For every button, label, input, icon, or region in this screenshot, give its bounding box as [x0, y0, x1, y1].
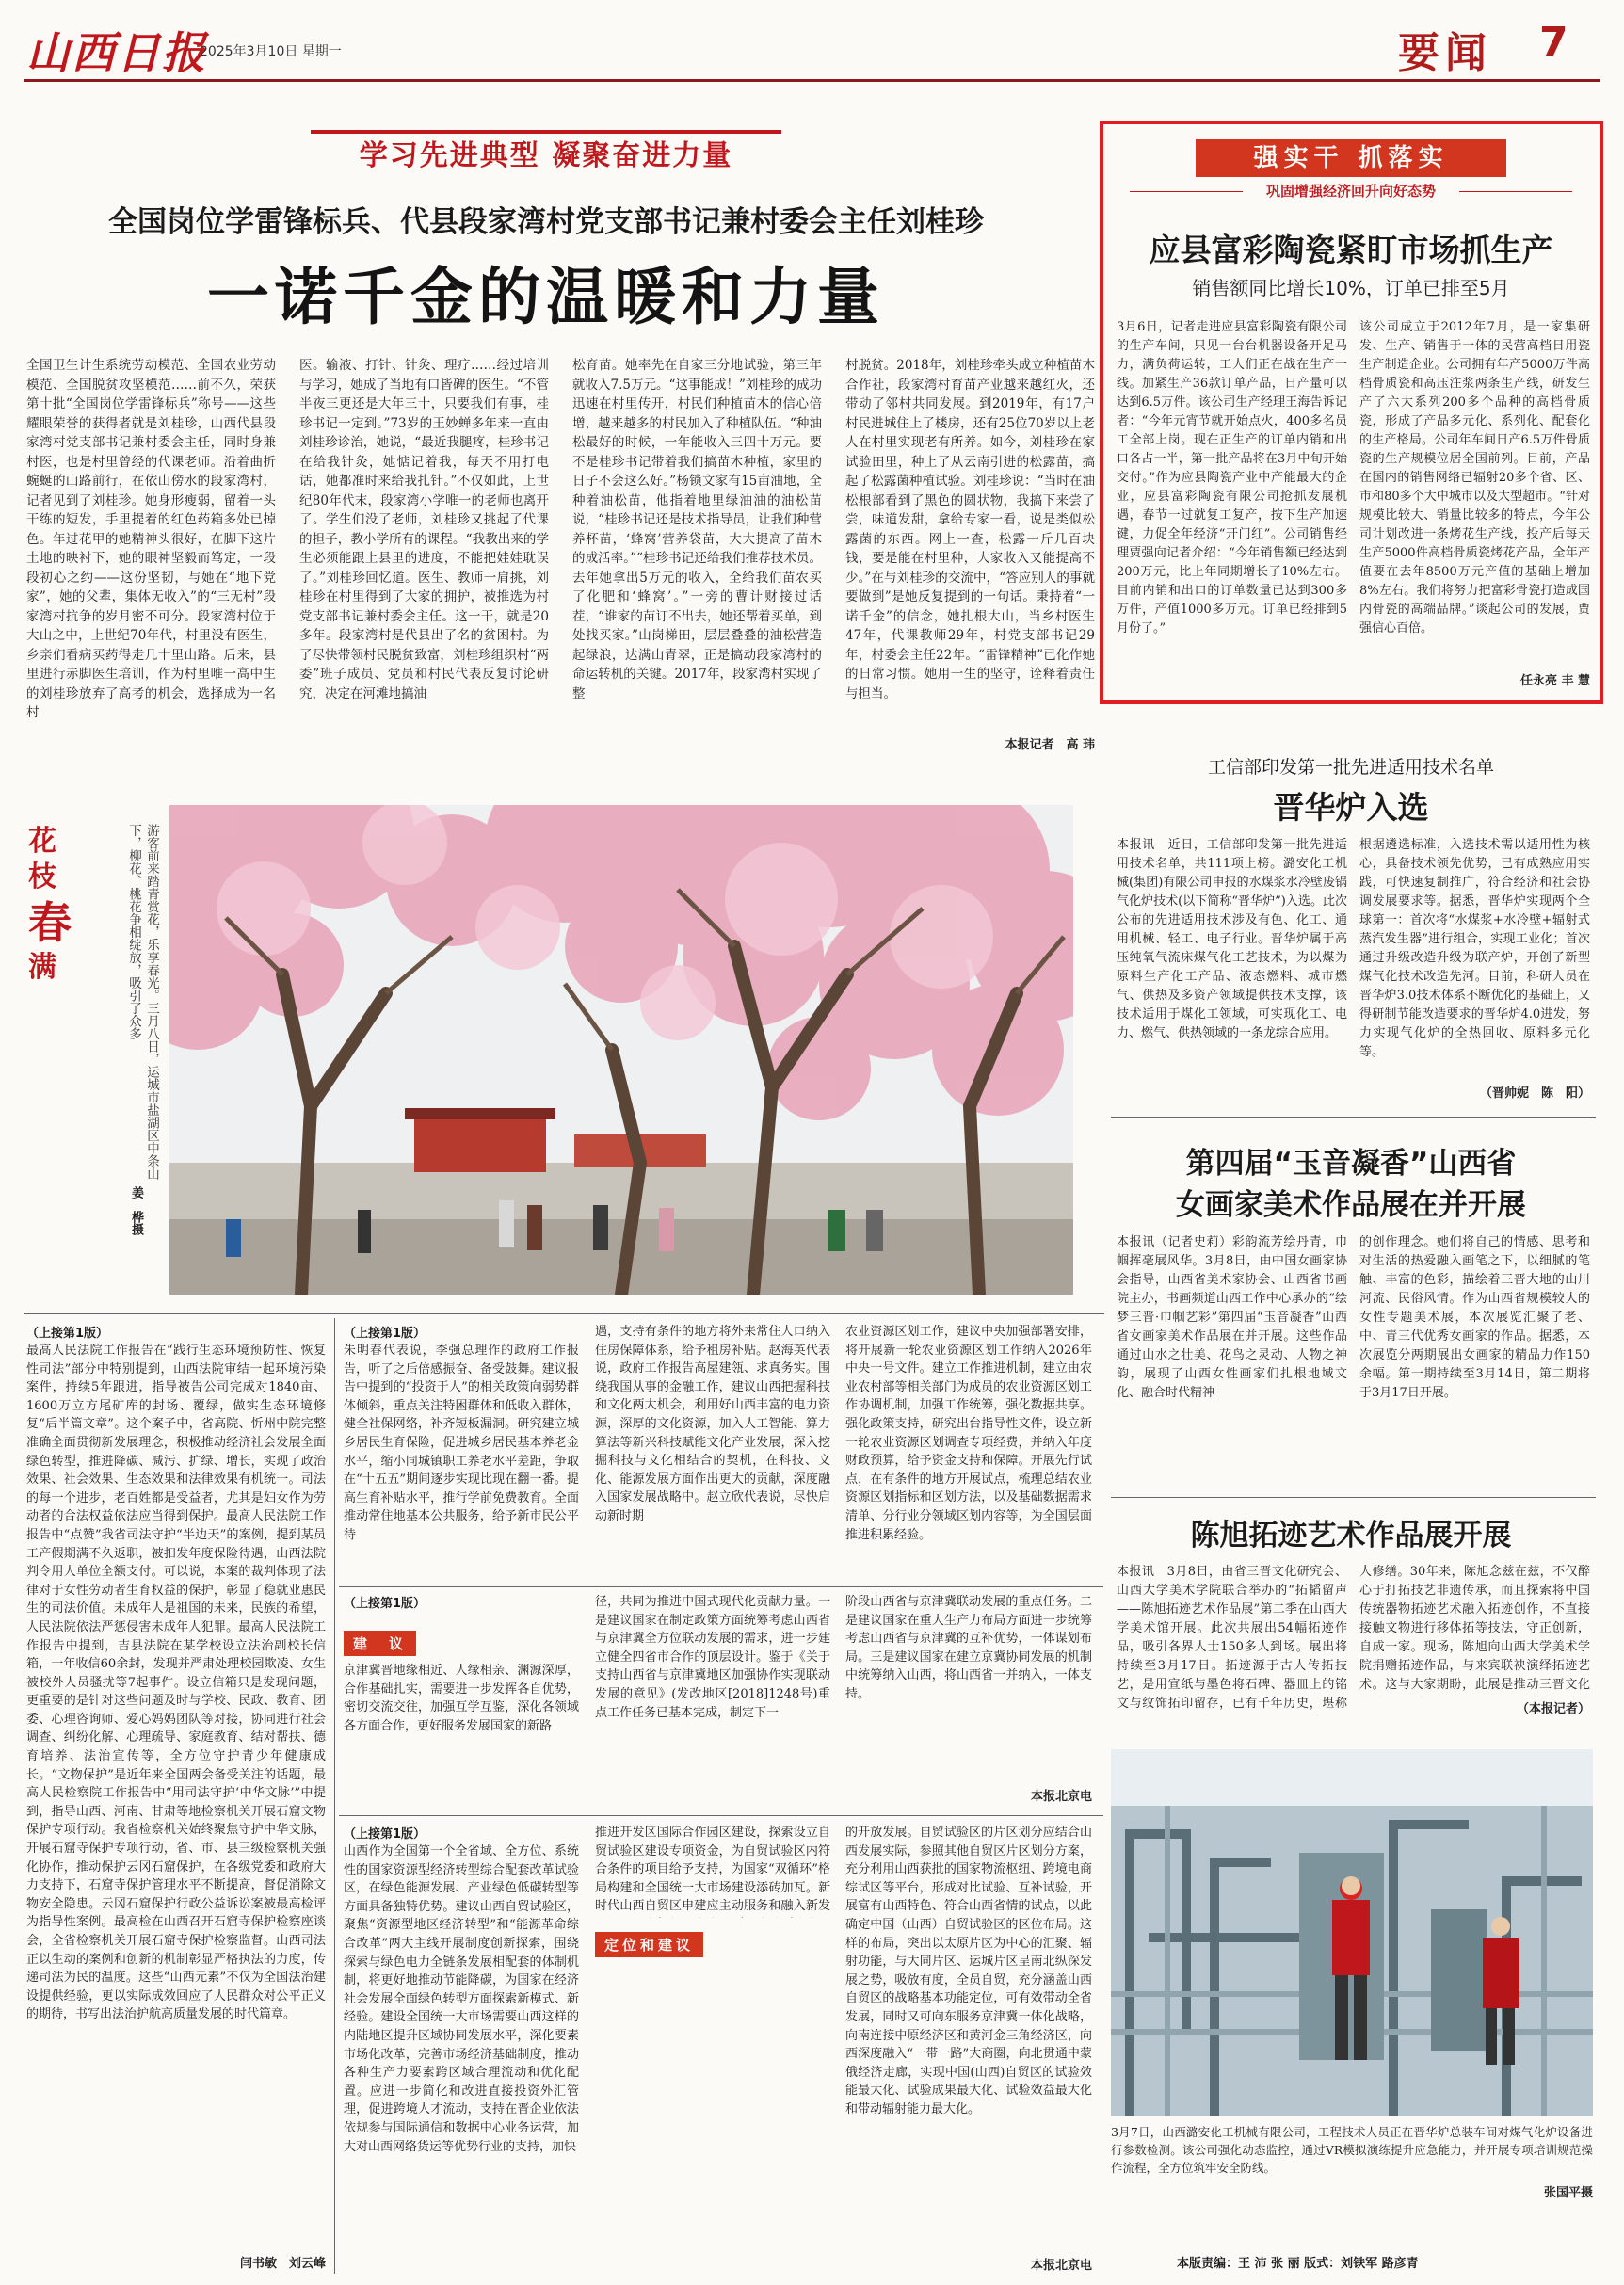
exhibit2-col-1: 本报讯 3月8日，由省三晋文化研究会、山西大学美术学院联合举办的“拓韬留声——陈旭拓迹艺术作品展”第二季在山西大学美术馆开展。此次共展出54幅拓迹作品，吸引各界人士150多人到场。展出将持续至3月17日。拓迹源于古人传拓技艺，是用宣纸与墨色将石碑、器皿上的铭文与纹饰拓印留存，已有千年历史，堪称 — [1117, 1565, 1347, 1711]
divider — [339, 1815, 1103, 1816]
jinhua-col-2: 根据遴选标准，入选技术需以适用性为核心，具备技术领先优势，已有成熟应用实践，可快速复制推广，符合经济和社会协调发展要求等。据悉，晋华炉实现两个全球第一：首次将“水煤浆+水冷壁+辐射式蒸汽发生器”进行组合，实现工业化；首次通过升级改造升级为联产炉，开创了新型煤气化技术改造先河。目前，科研人员在晋华炉3.0技术体系不断优化的基础上，又得研制节能改造要求的晋华炉4.0进发，努力实现气化炉的全热回收、原料多元化等。 — [1359, 838, 1590, 1059]
section-d-continue: （上接第1版） — [344, 1827, 426, 1842]
banner-rule-right — [1459, 191, 1572, 192]
exhibit2-col-2: 人修缮。30年来，陈旭念兹在兹，不仅醉心于打拓技艺非遗传承，而且探索将中国传统器物拓迹艺术融入拓迹创作，不直接接触文物进行移体拓等技法，守正创新，自成一家。现场，陈旭向山西大学美术学院捐赠拓迹作品，与来宾联袂演绎拓迹艺术。这与大家期盼，此展是推动三晋文化 — [1359, 1565, 1590, 1692]
exhibit1-title-2: 女画家美术作品展在并开展 — [1176, 1188, 1526, 1222]
section-c-col-3: 阶段山西省与京津冀联动发展的重点任务。二是建议国家在重大生产力布局方面进一步统筹考虑山西省与京津冀的互补优势，一体谋划布局。三是建议国家在建立京冀协同发展的机制中统筹纳入山西，将山西省一并纳入，一体支持。 — [845, 1595, 1092, 1701]
section-d-col-2a: 推进开发区国际合作园区建设，探索设立自贸试验区建设专项资金，为自贸试验区内符合条件的项目给予支持，为国家“双循环”格局构建和全国统一大市场建设添砖加瓦。新时代山西自贸区申建应主动服务和融入新发 — [595, 1826, 830, 1914]
divider — [24, 1313, 1104, 1314]
banner-rule-left — [1130, 191, 1243, 192]
lead-byline: 本报记者 高 玮 — [1005, 738, 1095, 752]
exhibit2-title: 陈旭拓迹艺术作品展开展 — [1190, 1519, 1512, 1553]
jinhua-byline: （晋帅妮 陈 阳） — [1479, 1086, 1590, 1101]
section-b-col-3: 农业资源区划工作，建议中央加强部署安排，将开展新一轮农业资源区划工作纳入2026年中央一号文件。建立工作推进机制，建立由农业农村部等相关部门为成员的农业资源区划工作协调机制，加强工作统筹，强化数据共享。强化政策支持，研究出台指导性文件，设立新一轮农业资源区划调查专项经费，并纳入年度财政预算，给予资金支持和保障。开展先行试点，在有条件的地方开展试点，梳理总结农业资源区划指标和区划方法，以及基础数据需求清单、分行业分领域区划内容等，为全国层面推进积累经验。 — [845, 1325, 1092, 1542]
photo-caption: 3月7日，山西潞安化工机械有限公司，工程技术人员正在晋华炉总装车间对煤气化炉设备进行参数检测。该公司强化动态监控，通过VR模拟演练提升应急能力，并开展专项培训规范操作流程，全方位筑牢安全防线。 — [1111, 2125, 1593, 2175]
page-number: 7 — [1539, 19, 1568, 67]
lead-subtitle: 全国岗位学雷锋标兵、代县段家湾村党支部书记兼村委会主任刘桂珍 — [108, 205, 984, 239]
section-c-continue: （上接第1版） — [344, 1597, 426, 1611]
section-a-byline: 闫书敏 刘云峰 — [239, 2257, 326, 2271]
section-b-continue: （上接第1版） — [344, 1327, 426, 1341]
section-b-col-2: 遇，支持有条件的地方将外来常住人口纳入住房保障体系，给予租房补贴。赵海英代表说，政府工作报告高屋建瓴、求真务实。围绕我国从事的金融工作，建议山西把握科技和文化两大机会，利用好山西丰富的电力资源，深厚的文化资源，加入人工智能、算力算法等新兴科技赋能文化产业发展，深入挖掘科技与文化相结合的契机，在科技、文化、能源发展方面作出更大的贡献，深度融入国家发展战略中。赵立欣代表说，尽快启动新时期 — [595, 1325, 830, 1523]
section-b-col-1: 朱明春代表说，李强总理作的政府工作报告，听了之后倍感振奋、备受鼓舞。建议报告中提到的“投资于人”的相关政策向弱势群体倾斜，重点关注特困群体和低收入群体，健全社保网络，补齐短板漏洞。研究建立城乡居民生育保险，促进城乡居民基本养老金水平，缩小同城镇职工养老水平差距，争取在“十五五”期间逐步实现比现在翻一番。提高生育补贴水平，推行学前免费教育。全面推动常住地基本公共服务，给予新市民公平待 — [344, 1344, 579, 1542]
box-col-2: 该公司成立于2012年7月，是一家集研发、生产、销售于一体的民营高档日用瓷生产制造企业。公司拥有年产5000万件高档骨质瓷和高压注浆两条生产线，研发生产了六大系列200多个品种的高档骨质瓷，形成了产品多元化、系列化、配套化的生产格局。公司年车间日产6.5万件骨质瓷的生产规模位居全国前列。目前，产品在国内的销售网络已辐射20多个省、区、市和80多个大中城市以及大型超市。“针对规模比较大、销量比较多的特点，今年公司计划改进一条烤花生产线，投产后每天生产5000件高档骨质瓷烤花产品，全年产值要在去年8500万元产值的基础上增加8%左右。我们将努力把富彩骨瓷打造成国内骨瓷的高端品牌。”谈起公司的发展，贾强信心百倍。 — [1359, 320, 1590, 636]
section-name: 要闻 — [1398, 29, 1492, 77]
masthead-rule — [24, 79, 1600, 82]
flower-title-char: 枝 — [28, 861, 56, 893]
lead-col-1: 全国卫生计生系统劳动模范、全国农业劳动模范、全国脱贫攻坚模范……前不久，荣获第十批“全国岗位学雷锋标兵”称号——这些耀眼荣誉的获得者就是刘桂珍，山西代县段家湾村党支部书记兼村委会主任，同时身兼村医，也是村里曾经的代课老师。沿着曲折蜿蜒的山路前行，在依山傍水的段家湾村，记者见到了刘桂珍。她身形瘦弱，留着一头干练的短发，手里提着的红色药箱多处已掉色。年过花甲的她精神头很好，在脚下这片土地的映衬下，她的眼神坚毅而笃定，一段段初心之约——这份坚韧，与她在“地下党家”，她的父辈，集体无收入”的“三无村”段家湾村抗争的岁月密不可分。段家湾村位于大山之中，上世纪70年代，村里没有医生，乡亲们看病买药得走几十里山路。后来，县里进行赤脚医生培训，作为村里唯一高中生的刘桂珍放弃了高考的机会，选择成为一名村 — [26, 358, 276, 720]
jinhua-subtitle: 工信部印发第一批先进适用技术名单 — [1207, 757, 1494, 778]
box-byline: 任永亮 丰 慧 — [1519, 674, 1590, 688]
section-d-col-1: 山西作为全国第一个全省域、全方位、系统性的国家资源型经济转型综合配套改革试验区，在绿色能源发展、产业绿色低碳转型等方面具备独特优势。建议山西自贸试验区，聚焦“资源型地区经济转型”和“能源革命综合改革”两大主线开展制度创新探索，围绕探索与绿色电力全链条发展相配套的体制机制，将更好地推动节能降碳，为国家在经济社会发展全面绿色转型方面探索新模式、新经验。建设全国统一大市场需要山西这样的内陆地区提升区域协同发展水平，深化要素市场化改革，完善市场经济基础制度，推动各种生产力要素跨区域合理流动和优化配置。应进一步简化和改进直接投资外汇管理，促进跨境人才流动，支持在晋企业依法依规参与国际通信和数据中心业务运营，加大对山西网络货运等优势行业的支持，加快 — [344, 1844, 579, 2154]
flower-title — [28, 824, 72, 986]
lead-title: 一诺千金的温暖和力量 — [207, 261, 885, 333]
exhibit2-byline: （本报记者） — [1516, 1702, 1590, 1716]
exhibit1-col-2: 的创作理念。她们将自己的情感、思考和对生活的热爱融入画笔之下，以细腻的笔触、丰富的色彩，描绘着三晋大地的山川河流、民俗风情。作为山西省规模较大的女性专题美术展，本次展览汇聚了老、中、青三代优秀女画家的作品。据悉，本次展览分两期展出女画家的精品力作150余幅。第一期持续至3月14日，第二期将于3月17日开展。 — [1359, 1235, 1590, 1400]
section-c-byline: 本报北京电 — [1030, 1790, 1092, 1804]
jinhua-title: 晋华炉入选 — [1273, 789, 1429, 826]
divider — [339, 1586, 1103, 1587]
section-c-col-2: 径，共同为推进中国式现代化贡献力量。一是建议国家在制定政策方面统筹考虑山西省与京津冀全方位联动发展的需求，进一步建立健全四省市合作的顶层设计。鉴于《关于支持山西省与京津冀地区加强协作实现联动发展的意见》(发改地区[2018]1248号)重点工作任务已基本完成，制定下一 — [595, 1595, 830, 1720]
box-subtitle: 销售额同比增长10%，订单已排至5月 — [1192, 277, 1510, 299]
box-banner: 强实干 抓落实 — [1196, 139, 1506, 177]
flower-credit: 姜 桦摄 — [129, 1186, 143, 1235]
flower-caption: 游客前来踏青赏花，乐享春光。三月八日，运城市盐湖区中条山下，柳花、桃花争相绽放，吸引了众多 — [126, 824, 159, 1180]
section-a-continue: （上接第1版） — [26, 1327, 109, 1341]
blossom-photo-drawing — [169, 805, 1073, 1295]
section-a-body: 最高人民法院工作报告在“践行生态环境预防性、恢复性司法”部分中特别提到，山西法院审结一起环境污染案件，持续5年跟进，指导被告公司完成对1840亩、1600万立方尾矿库的封场、覆绿，做实生态环境修复“后半篇文章”。这个案子中，省高院、忻州中院完整准确全面贯彻新发展理念，积极推动经济社会发展全面绿色转型，推进降碳、减污、扩绿、增长，实现了政治效果、社会效果、生态效果和法律效果有机统一。司法的每一个进步，老百姓都是受益者，尤其是妇女作为劳动者的合法权益依法应当得到保护。最高人民法院工作报告中“点赞”我省司法守护“半边天”的案例，提到某员工产假期满不久返职，被扣发年度保险待遇，山西法院判令用人单位全额支付。可以说，本案的裁判体现了法律对于女性劳动者生育权益的保护，彰显了稳就业惠民生的司法价值。未成年人是祖国的未来，民族的希望，人民法院依法严惩侵害未成年人犯罪。最高人民法院工作报告中提到，吉县法院在某学校设立法治副校长信箱，一年收信60余封，发现并严肃处理校园欺凌、女生被校外人员骚扰等7起事件。设立信箱只是发现问题，更重要的是针对这些问题及时与学校、民政、教育、团委、心理咨询师、爱心妈妈团队等对接，协同进行社会调查、纠纷化解、心理疏导、家庭教育、结对帮扶、德育培养、法治宣传等，全方位守护青少年健康成长。“文物保护”是近年来全国两会备受关注的话题，最高人民检察院工作报告中“用司法守护‘中华文脉’”中提到，指导山西、河南、甘肃等地检察机关开展石窟文物保护专项行动。我省检察机关始终聚焦守护中华文脉，开展石窟寺保护专项行动，省、市、县三级检察机关强化协作，推动保护云冈石窟保护，在各级党委和政府大力支持下，石窟寺保护管理水平不断提高，督促消除文物安全隐患。云冈石窟保护行政公益诉讼案被最高检评为指导性案例。最高检在山西召开石窟寺保护检察座谈会，全省检察机关开展石窟寺保护检察监督。山西司法正以生动的案例和创新的机制彰显严格执法的力度，传递司法为民的温度。这些“山西元素”不仅为全国法治建设提供经验，更以实际成效回应了人民群众对公平正义的期待，书写出法治护航高质量发展的时代篇章。 — [26, 1344, 326, 2022]
box-banner-sub: 巩固增强经济回升向好态势 — [1265, 183, 1436, 200]
page-footer-editors: 本版责编：王 沛 张 丽 版式：刘铁军 路彦青 — [1177, 2257, 1419, 2271]
issue-date: 2025年3月10日 星期一 — [200, 44, 342, 59]
column-divider — [334, 1318, 335, 2274]
exhibit1-title-1: 第四届“玉音凝香”山西省 — [1185, 1147, 1517, 1181]
exhibit1-col-1: 本报讯（记者史莉）彩韵流芳绘丹青，巾帼挥毫展风华。3月8日，由中国女画家协会指导，山西省美术家协会、山西省书画院主办，书画频道山西工作中心承办的“绘梦三晋·巾帼艺彩”第四届“玉音凝香”山西省女画家美术作品展在并开展。这些作品通过山水之壮美、花鸟之灵动、人物之神韵，展现了山西女性画家们扎根地域文化、融合时代精神 — [1117, 1235, 1347, 1400]
flower-title-char: 春 — [28, 897, 72, 948]
flower-title-char: 花 — [28, 825, 56, 858]
factory-photo-drawing — [1111, 1749, 1593, 2116]
lead-col-2: 医。输液、打针、针灸、理疗……经过培训与学习，她成了当地有口皆碑的医生。“不管半夜三更还是大年三十，只要我们有事，桂珍书记一定到。”73岁的王妙蝉多年来一直由刘桂珍诊治，她说，“最近我腿疼，桂珍书记在给我针灸，她惦记着我，每天不用打电话，她都准时来给我扎针。”不仅如此，上世纪80年代末，段家湾小学唯一的老师也离开了。学生们没了老师，刘桂珍又挑起了代课的担子，教小学所有的课程。“我教出来的学生必须能跟上县里的进度，不能把娃娃耽误了。”刘桂珍回忆道。医生、教师一肩挑，刘桂珍在村里得到了大家的拥护，被推选为村党支部书记兼村委会主任。这一干，就是20多年。段家湾村是代县出了名的贫困村。为了尽快带领村民脱贫致富，刘桂珍组织村“两委”班子成员、党员和村民代表反复讨论研究，决定在河滩地搞油 — [299, 358, 549, 701]
lead-col-4: 村脱贫。2018年，刘桂珍牵头成立种植苗木合作社，段家湾村育苗产业越来越红火，还带动了邻村共同发展。到2019年，有17户村民进城住上了楼房，还有25位70岁以上老人在村里实现老有所养。如今，刘桂珍在家试验田里，种上了从云南引进的松露苗，搞起了松露菌种植试验。刘桂珍说：“当时在油松根部看到了黑色的圆状物，我搞下来尝了尝，味道发甜，拿给专家一看，说是类似松露菌的东西。网上一查，松露一斤几百块钱，要是能在村里种，大家收入又能提高不少。”在与刘桂珍的交流中，“答应别人的事就要做到”是她反复提到的一句话。秉持着“一诺千金”的信念，她扎根大山，当乡村医生47年，代课教师29年，村党支部书记29年，村委会主任22年。“雷锋精神”已化作她的日常习惯。她用一生的坚守，诠释着责任与担当。 — [845, 358, 1095, 701]
lead-kicker: 学习先进典型 凝聚奋进力量 — [359, 139, 733, 172]
lead-col-3: 松育苗。她率先在自家三分地试验，第三年就收入7.5万元。“这事能成！”刘桂珍的成功迅速在村里传开，村民们种植苗木的信心倍增，越来越多的村民加入了种植队伍。“种油松最好的时候，一年能收入三四十万元。要不是桂珍书记带着我们搞苗木种植，家里的日子不会这么好。”杨锁文家有15亩油地，全种着油松苗，他指着地里绿油油的油松苗说，“桂珍书记还是技术指导员，让我们种营养杯苗，‘蜂窝’营养袋苗，大大提高了苗木的成活率。”“桂珍书记还给我们推荐技术员。去年她拿出5万元的收入，全给我们苗农买了化肥和‘蜂窝’。”一旁的曹计财接过话茬，“谁家的苗订不出去，她还帮着买单，到处找买家。”山岗梯田，层层叠叠的油松营造起绿浪，达满山青翠，正是搞动段家湾村的命运转机的关键。2017年，段家湾村实现了整 — [572, 358, 822, 701]
flower-title-char: 满 — [28, 951, 56, 984]
photo-credit: 张国平摄 — [1543, 2186, 1593, 2200]
section-d-col-3: 的开放发展。自贸试验区的片区划分应结合山西发展实际，参照其他自贸区片区划分方案，充分利用山西获批的国家物流枢纽、跨境电商综试区等平台，形成对比试验、互补试验，开展富有山西特色、符合山西省情的试点，以此确定中国（山西）自贸试验区的区位布局。这样的布局，突出以太原片区为中心的汇聚、辐射功能，与大同片区、运城片区呈南北纵深发展之势，吸放有度，全员自贸，充分涵盖山西自贸区的战略基本功能定位，可有效带动全省发展，同时又可向东服务京津冀一体化战略，向南连接中原经济区和黄河金三角经济区，向西深度融入“一带一路”大商圈，向北贯通中蒙俄经济走廊，实现中国(山西)自贸区的试验效能最大化、试验成果最大化、试验效益最大化和带动辐射能力最大化。 — [845, 1826, 1092, 2116]
section-c-tag: 建 议 — [344, 1631, 416, 1656]
divider — [1111, 1497, 1596, 1498]
masthead-logo: 山西日报 — [26, 27, 207, 78]
jinhua-col-1: 本报讯 近日，工信部印发第一批先进适用技术名单，共111项上榜。潞安化工机械(集团)有限公司申报的水煤浆水冷壁废锅气化炉技术(以下简称“晋华炉”)入选。此次公布的先进适用技术涉及有色、化工、通用机械、轻工、电子行业。晋华炉属于高压纯氧气流床煤气化工艺技术，为以煤为原料生产化工产品、液态燃料、城市燃气、供热及多资产领域提供技术支撑，该技术适用于煤化工领域，可实现化工、电力、燃气、供热领域的一条龙综合应用。 — [1117, 838, 1347, 1040]
section-c-col-1: 京津冀晋地缘相近、人缘相亲、渊源深厚，合作基础扎实，需要进一步发挥各自优势，密切交流交往，加强互学互鉴，深化各领域各方面合作，更好服务发展国家的新路 — [344, 1664, 579, 1733]
box-title: 应县富彩陶瓷紧盯市场抓生产 — [1149, 232, 1553, 268]
divider — [1111, 1117, 1596, 1118]
section-d-byline: 本报北京电 — [1030, 2259, 1092, 2273]
box-col-1: 3月6日，记者走进应县富彩陶瓷有限公司的生产车间，只见一台台机器设备开足马力，满负荷运转，工人们正在战在生产一线。加紧生产36款订单产品，日产量可以达到6.5万件。该公司生产经理王海告诉记者：“今年元宵节就开始点火，400多名员工全部上岗。现在正生产的订单内销和出口各占一半，第一批产品将在3月中旬开始交付。”作为应县陶瓷产业中产能最大的企业，应县富彩陶瓷有限公司抢抓发展机遇，春节一过就复工复产，按下生产加速键，力促全年经济“开门红”。公司销售经理贾强向记者介绍：“今年销售额已经达到200万元，比上年同期增长了10%左右。目前内销和出口的订单数量已达到300多万件，产值1000多万元。订单已经排到5月份了。” — [1117, 320, 1347, 636]
section-d-tag: 定位和建议 — [595, 1932, 703, 1957]
blossom-photo — [169, 805, 1073, 1295]
factory-photo — [1111, 1749, 1593, 2116]
section-d-col-2b — [595, 1963, 830, 2269]
